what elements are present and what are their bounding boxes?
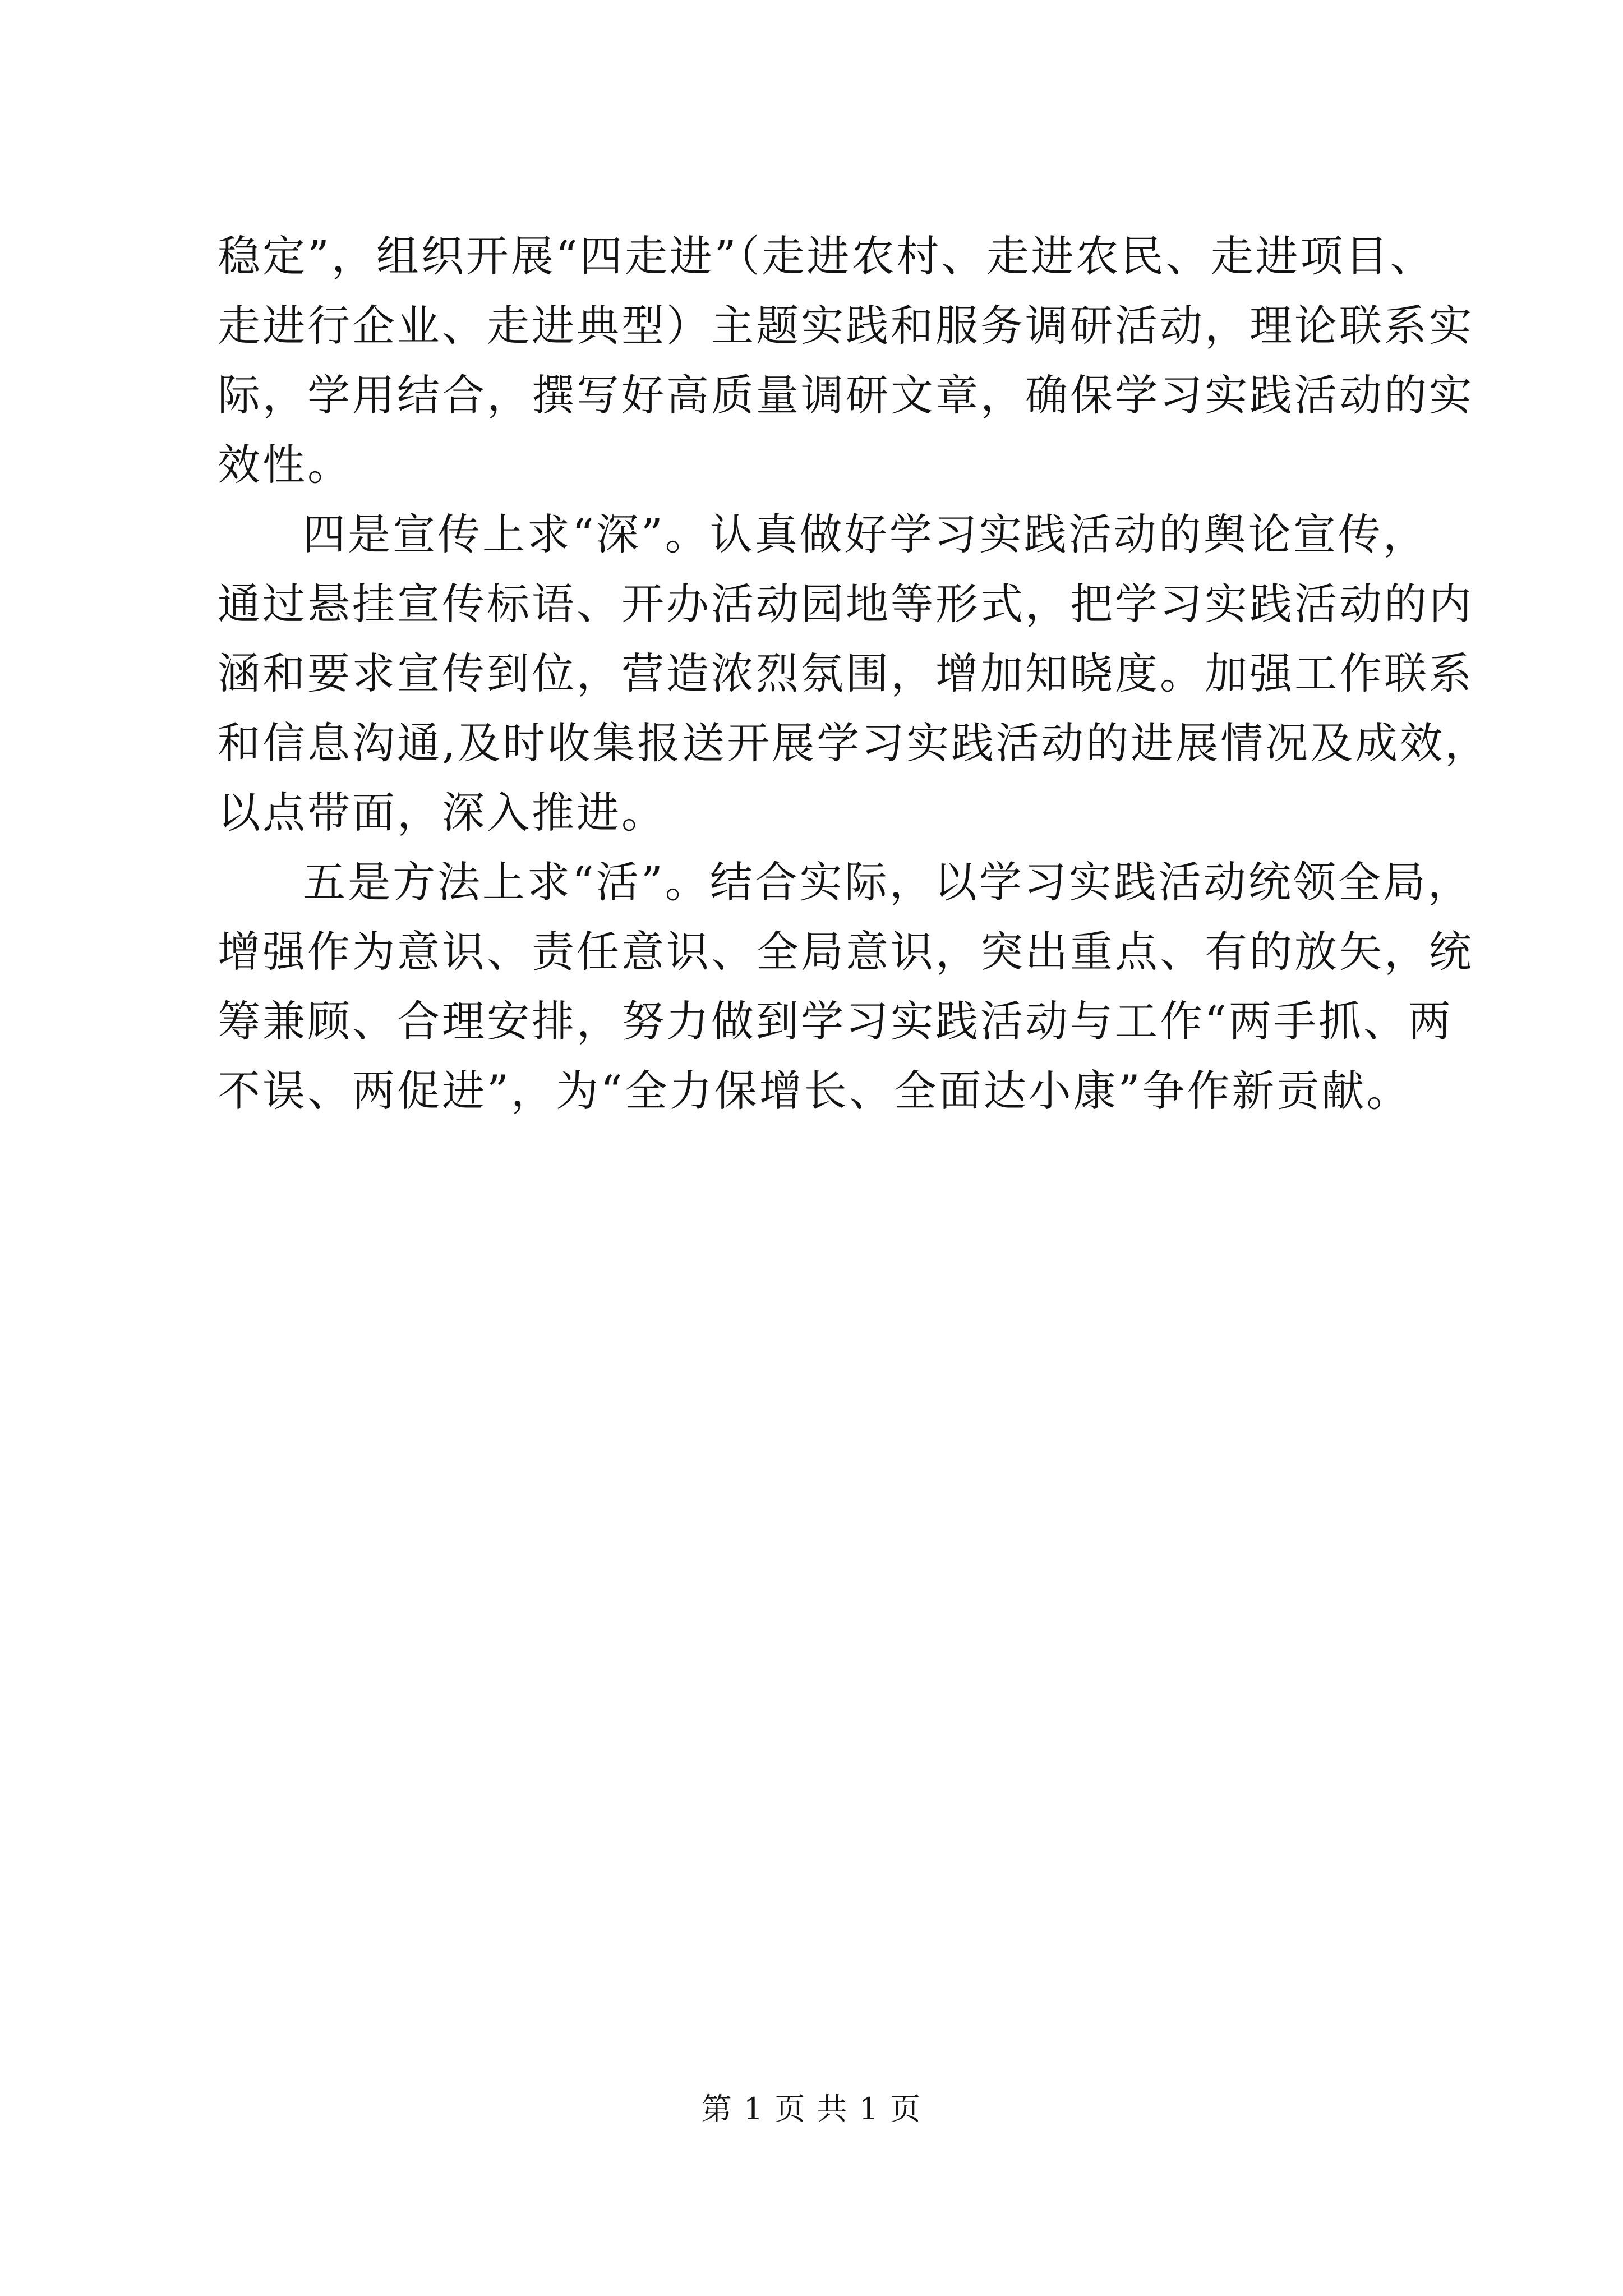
page-footer: 第 1 页 共 1 页 — [701, 2091, 922, 2127]
paragraph-line: 以点带面，深入推进。 — [218, 788, 666, 838]
document-body — [218, 222, 1490, 1126]
paragraph-line: 筹兼顾、合理安排，努力做到学习实践活动与工作“两手抓、两 — [218, 996, 1453, 1046]
paragraph-line: 四是宣传上求“深”。认真做好学习实践活动的舆论宣传， — [303, 509, 1428, 559]
paragraph-line: 效性。 — [218, 440, 352, 490]
paragraph-line: 稳定”，组织开展“四走进”（走进农村、走进农民、走进项目、 — [218, 231, 1435, 281]
paragraph-line: 不误、两促进”，为“全力保增长、全面达小康”争作新贡献。 — [218, 1066, 1412, 1116]
paragraph-line: 五是方法上求“活”。结合实际，以学习实践活动统领全局， — [303, 857, 1473, 907]
paragraph-line: 际，学用结合，撰写好高质量调研文章，确保学习实践活动的实 — [218, 370, 1474, 420]
paragraph-line: 涵和要求宣传到位，营造浓烈氛围，增加知晓度。加强工作联系 — [218, 648, 1474, 698]
paragraph-line: 增强作为意识、责任意识、全局意识，突出重点、有的放矢，统 — [218, 927, 1474, 977]
paragraph-line: 走进行企业、走进典型）主题实践和服务调研活动，理论联系实 — [218, 301, 1474, 351]
paragraph-line: 和信息沟通,及时收集报送开展学习实践活动的进展情况及成效， — [218, 718, 1490, 768]
paragraph-line: 通过悬挂宣传标语、开办活动园地等形式，把学习实践活动的内 — [218, 579, 1474, 629]
